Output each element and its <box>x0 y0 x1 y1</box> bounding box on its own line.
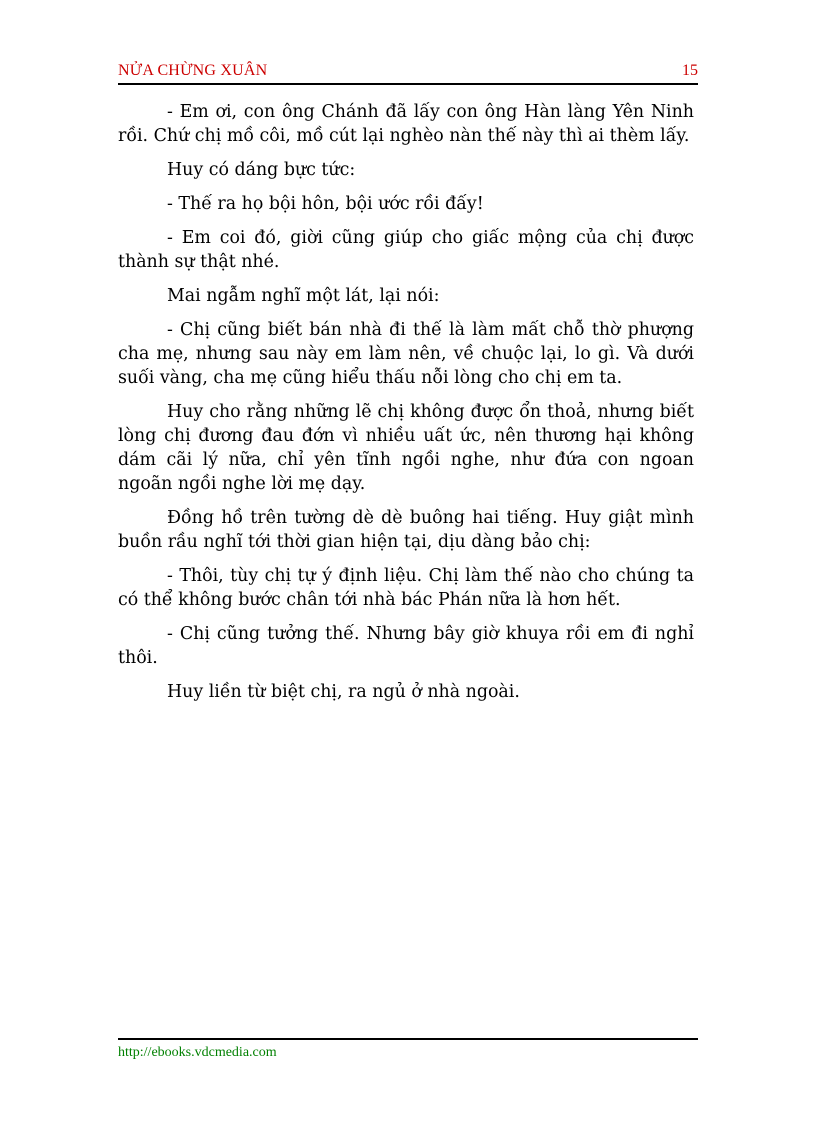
body-text <box>118 100 694 714</box>
page-header <box>118 61 698 85</box>
paragraph-1: - Em ơi, con ông Chánh đã lấy con ông Hàn làng Yên Ninh rồi. Chứ chị mồ côi, mồ cút lại nghèo nàn thế này thì ai thèm lấy. <box>118 102 694 146</box>
paragraph-4: - Em coi đó, giời cũng giúp cho giấc mộng của chị được thành sự thật nhé. <box>118 228 694 272</box>
paragraph-8: Đồng hồ trên tường dè dè buông hai tiếng. Huy giật mình buồn rầu nghĩ tới thời gian hiện tại, dịu dàng bảo chị: <box>118 508 694 552</box>
paragraph-6: - Chị cũng biết bán nhà đi thế là làm mất chỗ thờ phượng cha mẹ, nhưng sau này em làm nên, về chuộc lại, lo gì. Và dưới suối vàng, cha mẹ cũng hiểu thấu nỗi lòng cho chị em ta. <box>118 320 694 388</box>
paragraph-7: Huy cho rằng những lẽ chị không được ổn thoả, nhưng biết lòng chị đương đau đớn vì nhiều uất ức, nên thương hại không dám cãi lý nữa, chỉ yên tĩnh ngồi nghe, như đứa con ngoan ngoãn ngồi nghe lời mẹ dạy. <box>118 402 694 494</box>
page-number: 15 <box>682 62 698 79</box>
paragraph-11: Huy liền từ biệt chị, ra ngủ ở nhà ngoài. <box>167 682 520 702</box>
footer-divider <box>118 1038 698 1040</box>
paragraph-9: - Thôi, tùy chị tự ý định liệu. Chị làm thế nào cho chúng ta có thể không bước chân tới nhà bác Phán nữa là hơn hết. <box>118 566 694 610</box>
paragraph-5: Mai ngẫm nghĩ một lát, lại nói: <box>167 286 440 306</box>
book-title: NỬA CHỪNG XUÂN <box>118 62 268 79</box>
paragraph-2: Huy có dáng bực tức: <box>167 160 356 180</box>
footer-source-link[interactable]: http://ebooks.vdcmedia.com <box>118 1045 277 1060</box>
paragraph-10: - Chị cũng tưởng thế. Nhưng bây giờ khuya rồi em đi nghỉ thôi. <box>118 624 694 668</box>
paragraph-3: - Thế ra họ bội hôn, bội ước rồi đấy! <box>167 194 484 214</box>
